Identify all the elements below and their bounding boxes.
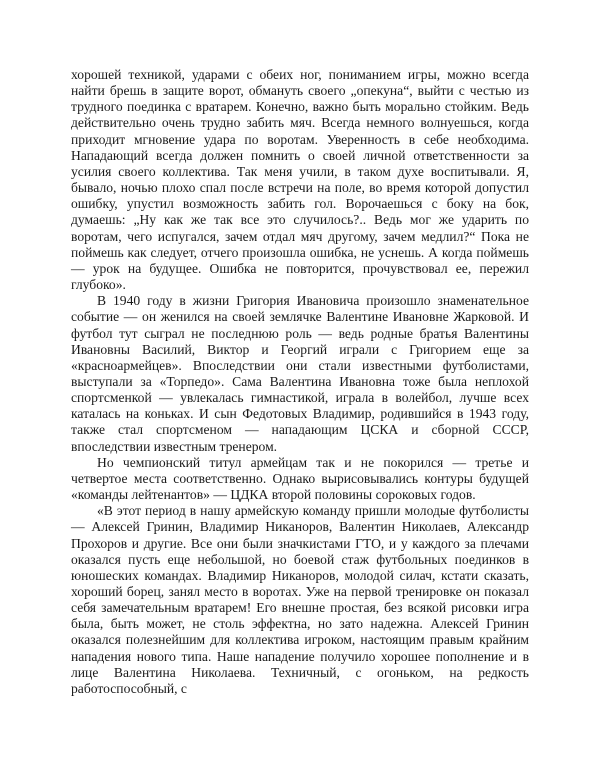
paragraph-championship: Но чемпионский титул армейцам так и не покорился — третье и четвертое места соответственно. Однако вырисовывались контуры будущей «команды лейтенантов» — ЦДКА второй половины сороковых годов. xyxy=(71,454,529,503)
document-page xyxy=(71,67,529,697)
paragraph-young-players: «В этот период в нашу армейскую команду пришли молодые футболисты — Алексей Гринин, Владимир Никаноров, Валентин Николаев, Александр Прохоров и другие. Все они были значкистами ГТО, и у каждого за плечами оказался пусть еще небольшой, но боевой стаж футбольных поединков в юношеских командах. Владимир Никаноров, молодой силач, кстати сказать, хороший борец, занял место в воротах. Уже на первой тренировке он показал себя замечательным вратарем! Его внешне простая, без всякой рисовки игра была, быть может, не столь эффектна, но зато надежна. Алексей Гринин оказался полезнейшим для коллектива игроком, настоящим правым крайним нападения нового типа. Наше нападение получило хорошее пополнение и в лице Валентина Николаева. Техничный, с огоньком, на редкость работоспособный, с xyxy=(71,503,529,696)
paragraph-continuation: хорошей техникой, ударами с обеих ног, пониманием игры, можно всегда найти брешь в защите ворот, обмануть своего „опекуна“, выйти с честью из трудного поединка с вратарем. Конечно, важно быть морально стойким. Ведь действительно очень трудно забить мяч. Всегда немного волнуешься, когда приходит мгновение удара по воротам. Уверенность в себе необходима. Нападающий всегда должен помнить о своей личной ответственности за усилия своего коллектива. Так меня учили, в таком духе воспитывали. Я, бывало, ночью плохо спал после встречи на поле, во время которой допустил ошибку, упустил возможность забить гол. Ворочаешься с боку на бок, думаешь: „Ну как же так все это случилось?.. Ведь мог же ударить по воротам, чего испугался, зачем отдал мяч другому, зачем медлил?“ Пока не поймешь как следует, отчего произошла ошибка, не уснешь. А когда поймешь — урок на будущее. Ошибка не повторится, прочувствовал ее, пережил глубоко». xyxy=(71,67,529,293)
paragraph-marriage: В 1940 году в жизни Григория Ивановича произошло знаменательное событие — он женился на своей землячке Валентине Ивановне Жарковой. И футбол тут сыграл не последнюю роль — ведь родные братья Валентины Ивановны Василий, Виктор и Георгий играли с Григорием еще за «красноармейцев». Впоследствии они стали известными футболистами, выступали за «Торпедо». Сама Валентина Ивановна тоже была неплохой спортсменкой — увлекалась гимнастикой, играла в волейбол, лучше всех каталась на коньках. И сын Федотовых Владимир, родившийся в 1943 году, также стал спортсменом — нападающим ЦСКА и сборной СССР, впоследствии известным тренером. xyxy=(71,293,529,454)
